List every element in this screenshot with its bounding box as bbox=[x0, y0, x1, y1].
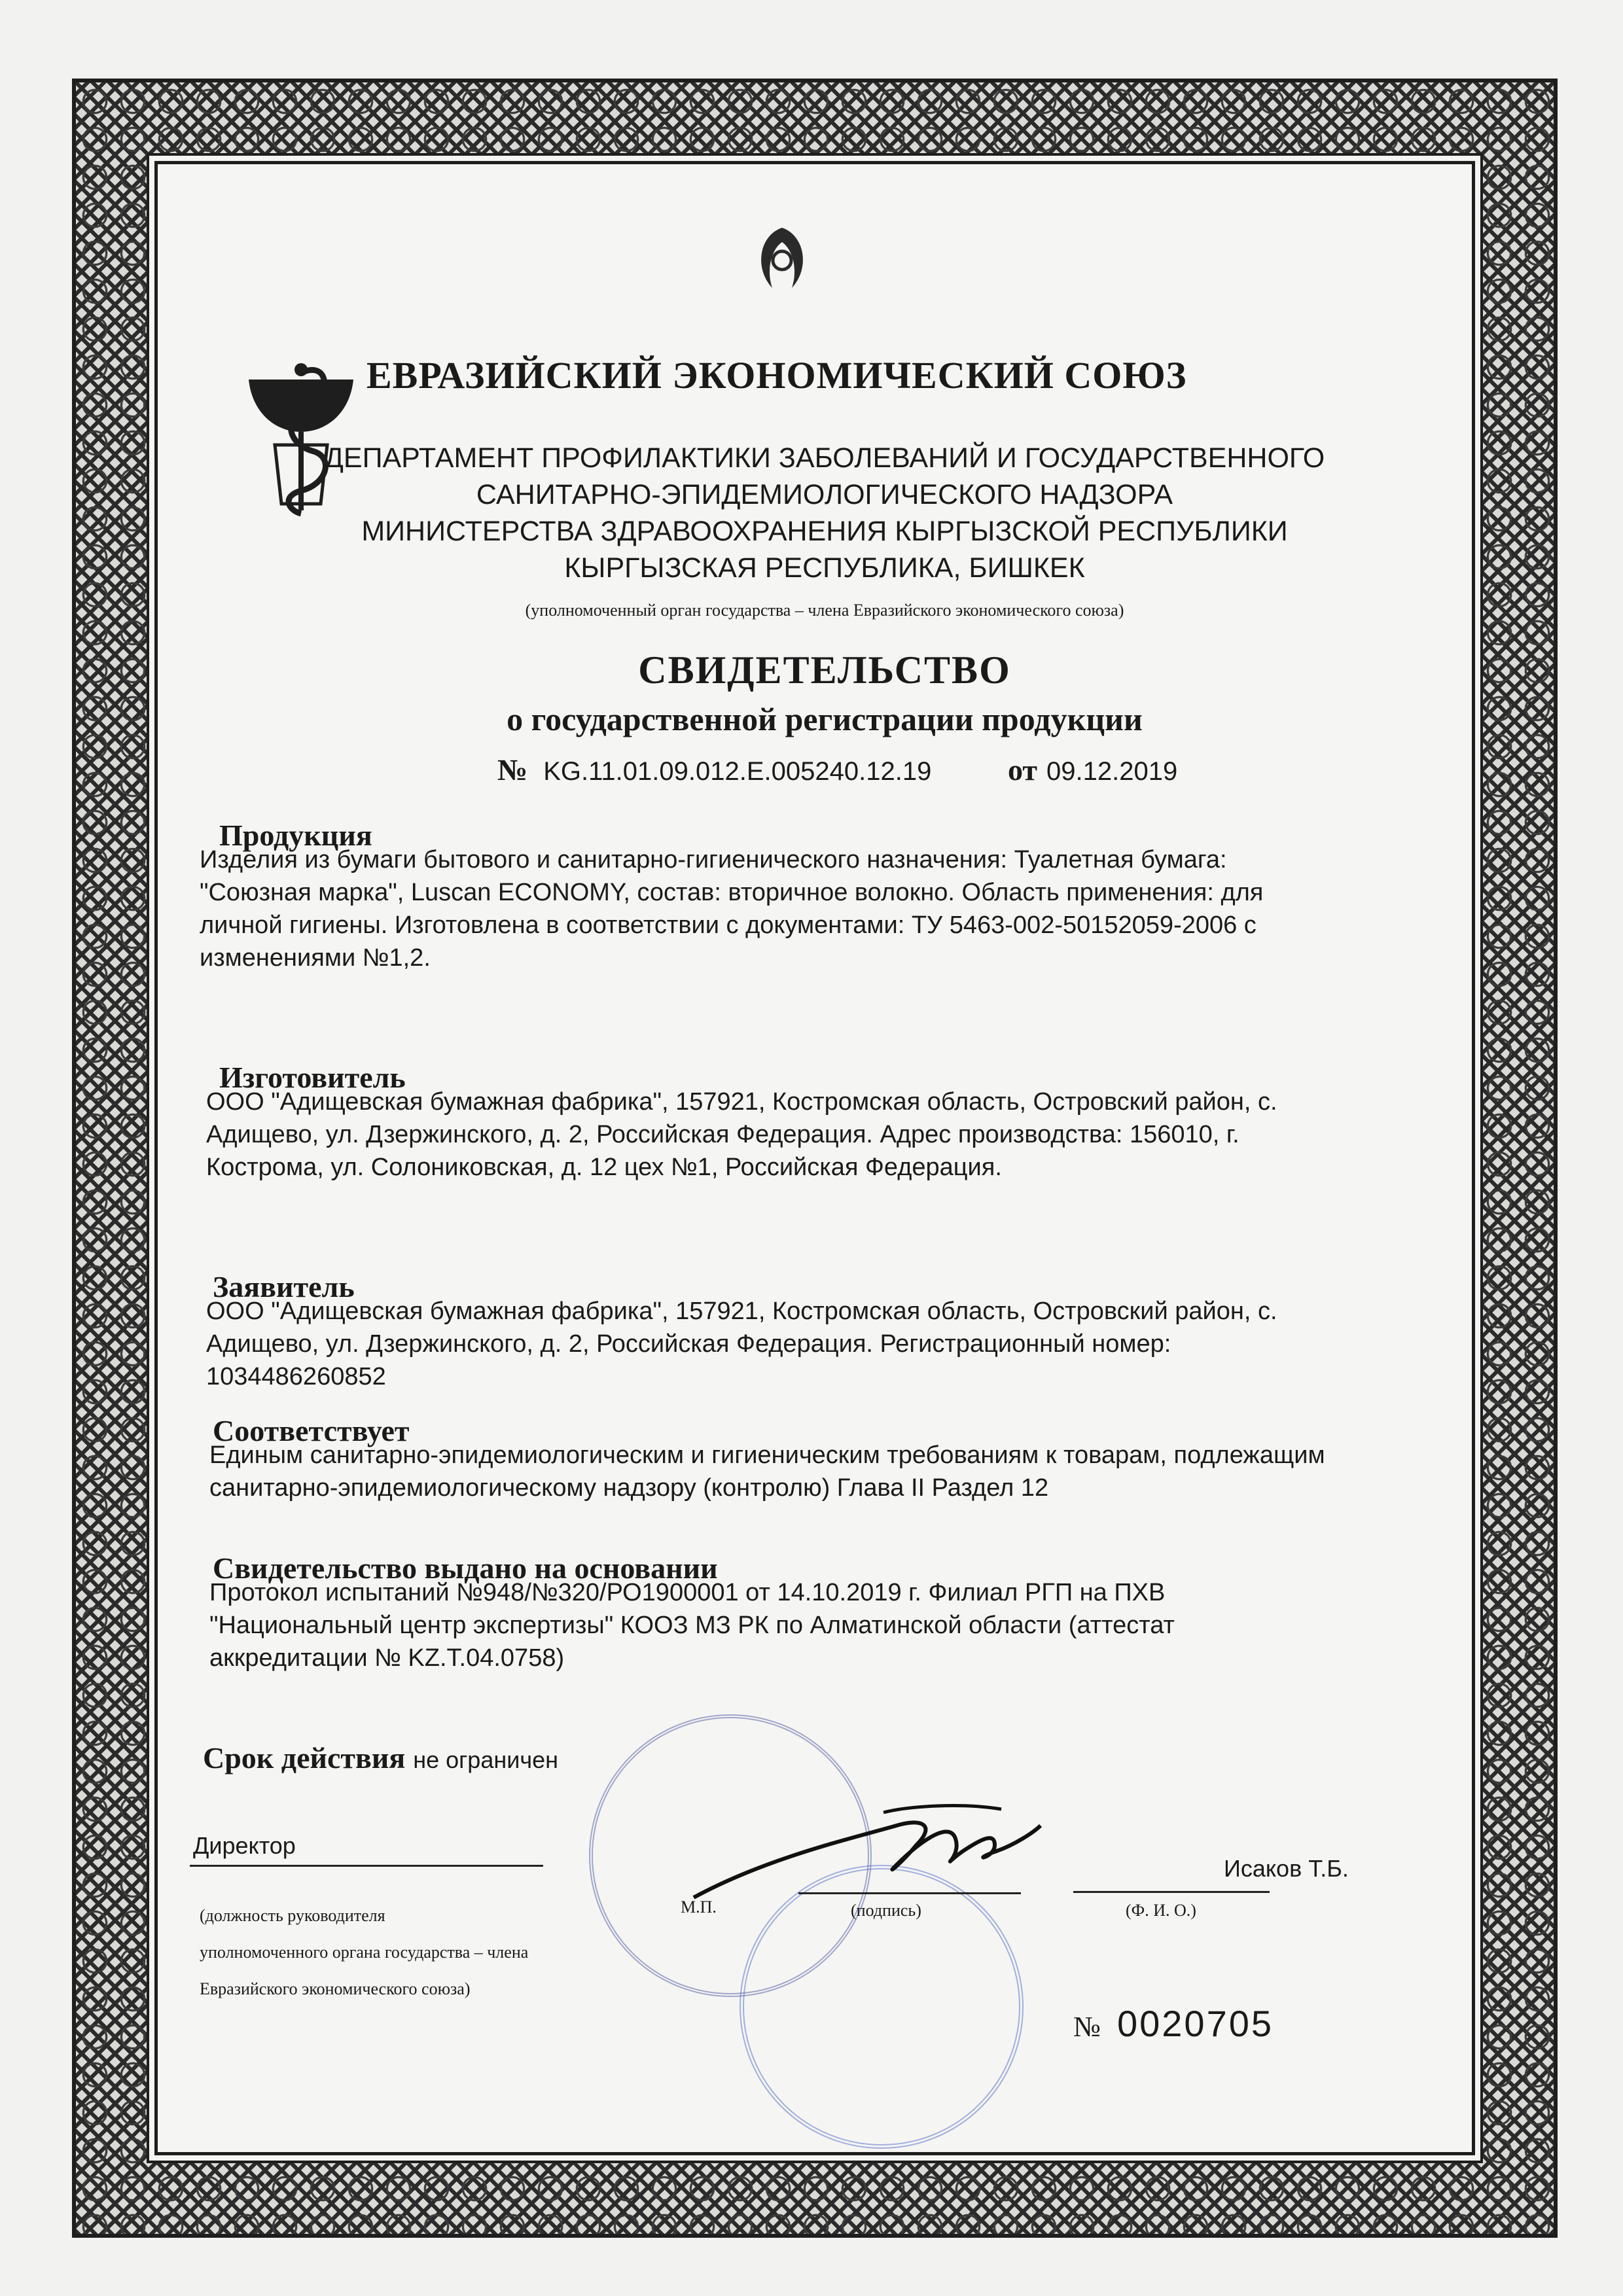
position-signature-line bbox=[190, 1865, 543, 1867]
section-line: ООО "Адищевская бумажная фабрика", 157921, Костромская область, Островский район, с. bbox=[206, 1088, 1277, 1116]
authority-note: (уполномоченный орган государства – члена Евразийского экономического союза) bbox=[525, 601, 1124, 620]
name-signature-line bbox=[1073, 1891, 1270, 1893]
section-compliance bbox=[209, 1413, 1420, 1504]
section-heading: Заявитель bbox=[213, 1270, 355, 1303]
section-applicant bbox=[206, 1269, 1384, 1393]
registration-number-label: № bbox=[497, 753, 528, 786]
registration-number-value: KG.11.01.09.012.E.005240.12.19 bbox=[543, 757, 932, 786]
signature-caption: (подпись) bbox=[851, 1901, 921, 1920]
handwritten-signature bbox=[687, 1799, 1054, 1917]
caption-line: уполномоченного органа государства – члена bbox=[200, 1943, 529, 1962]
eaeu-emblem-icon bbox=[746, 222, 818, 301]
validity-value: не ограничен bbox=[413, 1746, 558, 1773]
section-line: Изделия из бумаги бытового и санитарно-гигиенического назначения: Туалетная бумага: bbox=[200, 846, 1227, 874]
section-line: санитарно-эпидемиологическому надзору (контролю) Глава II Раздел 12 bbox=[209, 1474, 1049, 1502]
caption-line: (должность руководителя bbox=[200, 1906, 385, 1925]
form-serial-label: № bbox=[1073, 2011, 1103, 2043]
section-line: ООО "Адищевская бумажная фабрика", 157921, Костромская область, Островский район, с. bbox=[206, 1298, 1277, 1325]
position-caption bbox=[200, 1898, 528, 2007]
section-line: 1034486260852 bbox=[206, 1363, 386, 1390]
organization-name: ЕВРАЗИЙСКИЙ ЭКОНОМИЧЕСКИЙ СОЮЗ bbox=[366, 354, 1187, 397]
department-line: ДЕПАРТАМЕНТ ПРОФИЛАКТИКИ ЗАБОЛЕВАНИЙ И ГОСУДАРСТВЕННОГО bbox=[324, 442, 1325, 474]
section-heading: Изготовитель bbox=[219, 1061, 406, 1094]
form-serial bbox=[1073, 2002, 1274, 2045]
section-line: Кострома, ул. Солониковская, д. 12 цех №1, Российская Федерация. bbox=[206, 1154, 1002, 1181]
registration-number bbox=[497, 752, 931, 787]
signatory-name: Исаков Т.Б. bbox=[1224, 1855, 1349, 1882]
section-heading: Продукция bbox=[219, 819, 372, 852]
seal-caption: М.П. bbox=[681, 1898, 717, 1916]
section-line: изменениями №1,2. bbox=[200, 944, 431, 972]
document-subtitle: о государственной регистрации продукции bbox=[507, 701, 1143, 737]
section-basis bbox=[209, 1551, 1387, 1674]
name-caption: (Ф. И. О.) bbox=[1126, 1901, 1196, 1920]
validity-row bbox=[203, 1740, 558, 1775]
section-line: личной гигиены. Изготовлена в соответствии с документами: ТУ 5463-002-50152059-2006 с bbox=[200, 911, 1257, 939]
section-line: Адищево, ул. Дзержинского, д. 2, Российская Федерация. Регистрационный номер: bbox=[206, 1330, 1171, 1358]
registration-date bbox=[1008, 752, 1177, 787]
registration-date-label: от bbox=[1008, 753, 1037, 786]
section-product bbox=[200, 818, 1378, 974]
department-line: МИНИСТЕРСТВА ЗДРАВООХРАНЕНИЯ КЫРГЫЗСКОЙ РЕСПУБЛИКИ bbox=[361, 516, 1288, 547]
section-line: Единым санитарно-эпидемиологическим и гигиеническим требованиям к товарам, подлежащим bbox=[209, 1441, 1325, 1469]
section-line: "Национальный центр экспертизы" КООЗ МЗ РК по Алматинской области (аттестат bbox=[209, 1612, 1175, 1639]
section-line: Адищево, ул. Дзержинского, д. 2, Российская Федерация. Адрес производства: 156010, г. bbox=[206, 1121, 1240, 1148]
validity-label: Срок действия bbox=[203, 1741, 406, 1775]
form-serial-value: 0020705 bbox=[1116, 2003, 1274, 2044]
registration-date-value: 09.12.2019 bbox=[1046, 757, 1178, 786]
section-line: аккредитации № KZ.T.04.0758) bbox=[209, 1644, 565, 1672]
director-label: Директор bbox=[193, 1832, 296, 1859]
signature-line bbox=[798, 1892, 1021, 1894]
department-line: КЫРГЫЗСКАЯ РЕСПУБЛИКА, БИШКЕК bbox=[564, 552, 1085, 584]
department-block bbox=[236, 440, 1414, 586]
caption-line: Евразийского экономического союза) bbox=[200, 1979, 471, 1998]
section-line: Протокол испытаний №948/№320/РО1900001 от 14.10.2019 г. Филиал РГП на ПХВ bbox=[209, 1579, 1166, 1606]
document-title: СВИДЕТЕЛЬСТВО bbox=[638, 648, 1011, 692]
section-line: "Союзная марка", Luscan ECONOMY, состав: вторичное волокно. Область применения: для bbox=[200, 879, 1264, 906]
section-heading: Соответствует bbox=[213, 1414, 410, 1447]
department-line: САНИТАРНО-ЭПИДЕМИОЛОГИЧЕСКОГО НАДЗОРА bbox=[476, 479, 1173, 510]
section-manufacturer bbox=[206, 1060, 1384, 1184]
section-heading: Свидетельство выдано на основании bbox=[213, 1551, 718, 1585]
